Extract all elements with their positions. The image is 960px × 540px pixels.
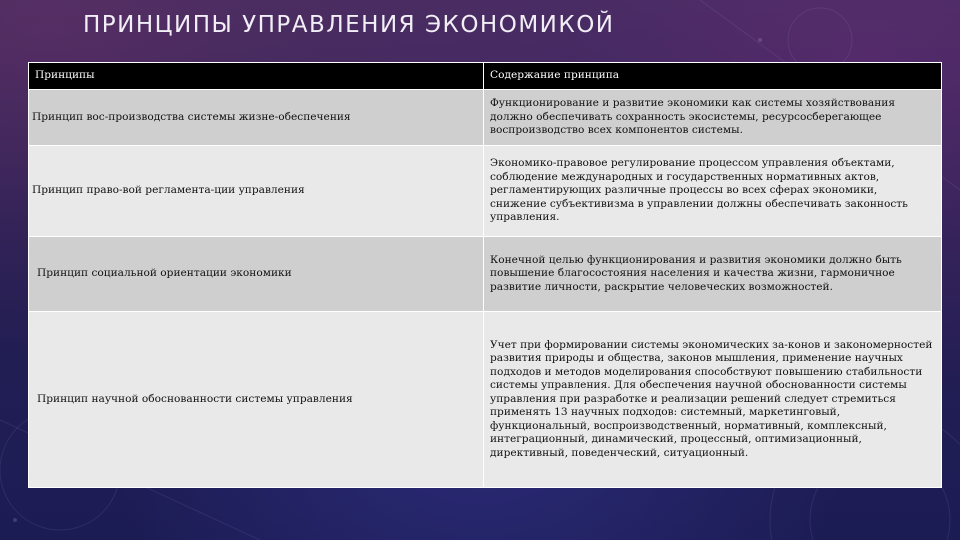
table-row [29,146,942,237]
principle-name: Принцип социальной ориентации экономики [29,237,484,312]
principle-name: Принцип научной обоснованности системы управления [29,312,484,488]
principle-name: Принцип право-вой регламента-ции управления [29,146,484,237]
table-row [29,312,942,488]
principle-content: Учет при формировании системы экономических за-конов и закономерностей развития природы и общества, законов мышления, применение научных подходов и методов моделирования способствуют повышению стабильности системы управления. Для обеспечения научной обоснованности системы управления при разработке и реализации решений следует стремиться применять 13 научных подходов: системный, маркетинговый, функциональный, воспроизводственный, нормативный, комплексный, интеграционный, динамический, процессный, оптимизационный, директивный, поведенческий, ситуационный. [484,312,942,488]
column-header-principles: Принципы [29,63,484,90]
table-row [29,237,942,312]
principle-content: Конечной целью функционирования и развития экономики должно быть повышение благосостояния населения и качества жизни, гармоничное развитие личности, раскрытие человеческих возможностей. [484,237,942,312]
principle-name: Принцип вос-производства системы жизне-обеспечения [29,90,484,146]
column-header-content: Содержание принципа [484,63,942,90]
principle-content: Экономико-правовое регулирование процессом управления объектами, соблюдение международных и государственных нормативных актов, регламентирующих различные процессы во всех сферах экономики, снижение субъективизма в управлении должны обеспечивать законность управления. [484,146,942,237]
page-title: ПРИНЦИПЫ УПРАВЛЕНИЯ ЭКОНОМИКОЙ [83,12,615,38]
table-row [29,90,942,146]
table-header-row [29,63,942,90]
principles-table [28,62,942,488]
principle-content: Функционирование и развитие экономики как системы хозяйствования должно обеспечивать сохранность экосистемы, ресурсосберегающее воспроизводство всех компонентов системы. [484,90,942,146]
